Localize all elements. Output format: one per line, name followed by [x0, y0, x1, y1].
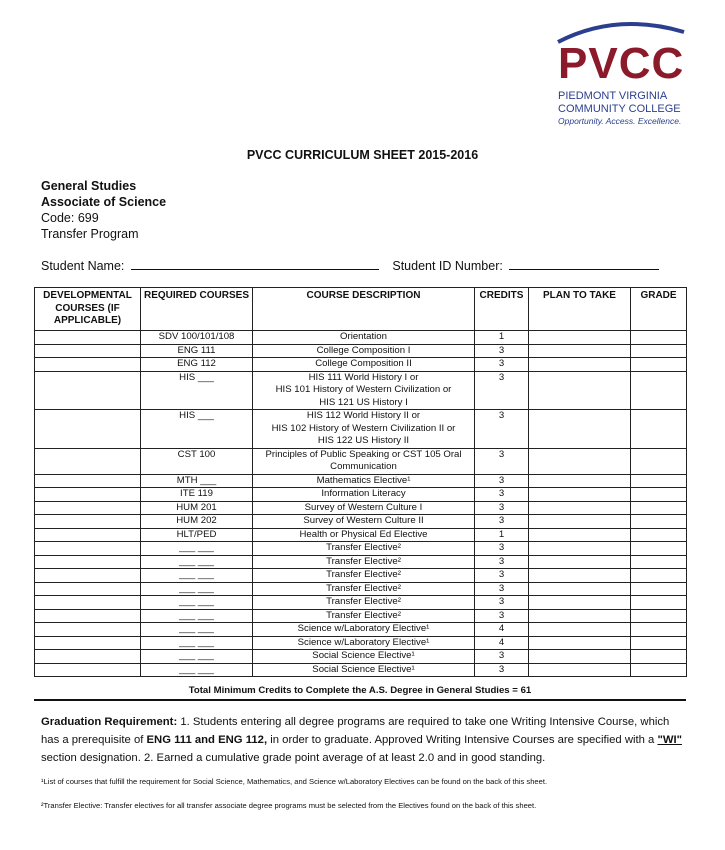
grade-cell[interactable] — [631, 596, 687, 610]
table-row — [35, 636, 687, 650]
credits-cell: 3 — [475, 474, 529, 488]
description-cell: Mathematics Elective¹ — [253, 474, 475, 488]
course-cell: HUM 201 — [141, 501, 253, 515]
credits-cell: 3 — [475, 371, 529, 410]
student-id-label: Student ID Number: — [392, 259, 503, 273]
dev-cell[interactable] — [35, 488, 141, 502]
pvcc-logo — [548, 18, 688, 128]
description-cell: Social Science Elective¹ — [253, 663, 475, 677]
course-cell: ___ ___ — [141, 609, 253, 623]
credits-cell: 3 — [475, 542, 529, 556]
header-credits: CREDITS — [475, 288, 529, 331]
total-credits: Total Minimum Credits to Complete the A.S. Degree in General Studies = 61 — [188, 685, 532, 696]
description-cell: Transfer Elective² — [253, 569, 475, 583]
program-degree: Associate of Science — [41, 195, 167, 209]
course-cell: SDV 100/101/108 — [141, 331, 253, 345]
graduation-label: Graduation Requirement: — [41, 716, 178, 728]
dev-cell[interactable] — [35, 650, 141, 664]
program-code: Code: 699 — [41, 211, 99, 225]
table-row — [35, 515, 687, 529]
curriculum-table — [34, 287, 687, 677]
credits-cell: 3 — [475, 344, 529, 358]
graduation-text-1: 1. Students entering all degree programs are required to take one Writing Intensive Course, which has a prerequisite of — [41, 716, 670, 746]
course-cell: HLT/PED — [141, 528, 253, 542]
table-row — [35, 371, 687, 410]
description-cell: Transfer Elective² — [253, 582, 475, 596]
description-cell: College Composition I — [253, 344, 475, 358]
table-row — [35, 474, 687, 488]
logo-tagline: Opportunity. Access. Excellence. — [558, 116, 682, 126]
dev-cell[interactable] — [35, 569, 141, 583]
graduation-text-3: section designation. 2. Earned a cumulative grade point average of at least 2.0 and in good standing. — [41, 752, 546, 764]
description-cell: Social Science Elective¹ — [253, 650, 475, 664]
description-cell: Science w/Laboratory Elective¹ — [253, 623, 475, 637]
course-cell: ITE 119 — [141, 488, 253, 502]
plan-cell[interactable] — [529, 488, 631, 502]
plan-cell[interactable] — [529, 410, 631, 449]
credits-cell: 3 — [475, 488, 529, 502]
table-row — [35, 542, 687, 556]
plan-cell[interactable] — [529, 663, 631, 677]
course-cell: ___ ___ — [141, 663, 253, 677]
grade-cell[interactable] — [631, 569, 687, 583]
plan-cell[interactable] — [529, 636, 631, 650]
plan-cell[interactable] — [529, 371, 631, 410]
plan-cell[interactable] — [529, 331, 631, 345]
grade-cell[interactable] — [631, 555, 687, 569]
table-row — [35, 501, 687, 515]
dev-cell[interactable] — [35, 555, 141, 569]
table-row — [35, 609, 687, 623]
plan-cell[interactable] — [529, 515, 631, 529]
dev-cell[interactable] — [35, 344, 141, 358]
credits-cell: 4 — [475, 636, 529, 650]
grade-cell[interactable] — [631, 609, 687, 623]
student-id-field[interactable] — [509, 258, 659, 270]
dev-cell[interactable] — [35, 474, 141, 488]
grade-cell[interactable] — [631, 582, 687, 596]
plan-cell[interactable] — [529, 448, 631, 474]
header-required: REQUIRED COURSES — [141, 288, 253, 331]
course-cell: ___ ___ — [141, 555, 253, 569]
description-cell: HIS 111 World History I or HIS 101 History of Western Civilization or HIS 121 US History I — [253, 371, 475, 410]
credits-cell: 3 — [475, 501, 529, 515]
credits-cell: 3 — [475, 569, 529, 583]
grade-cell[interactable] — [631, 663, 687, 677]
course-cell: ___ ___ — [141, 596, 253, 610]
description-cell: Science w/Laboratory Elective¹ — [253, 636, 475, 650]
dev-cell[interactable] — [35, 515, 141, 529]
table-row — [35, 528, 687, 542]
grade-cell[interactable] — [631, 650, 687, 664]
table-header-row — [35, 288, 687, 331]
logo-wordmark: PVCC — [558, 39, 685, 88]
credits-cell: 3 — [475, 582, 529, 596]
grade-cell[interactable] — [631, 528, 687, 542]
grade-cell[interactable] — [631, 371, 687, 410]
plan-cell[interactable] — [529, 650, 631, 664]
description-cell: Orientation — [253, 331, 475, 345]
student-fields — [41, 258, 659, 273]
grade-cell[interactable] — [631, 448, 687, 474]
grade-cell[interactable] — [631, 501, 687, 515]
logo-college-name — [558, 90, 681, 116]
header-grade: GRADE — [631, 288, 687, 331]
dev-cell[interactable] — [35, 501, 141, 515]
student-name-field[interactable] — [131, 258, 379, 270]
credits-cell: 3 — [475, 515, 529, 529]
plan-cell[interactable] — [529, 501, 631, 515]
grade-cell[interactable] — [631, 410, 687, 449]
plan-cell[interactable] — [529, 542, 631, 556]
plan-cell[interactable] — [529, 569, 631, 583]
course-cell: HIS ___ — [141, 371, 253, 410]
dev-cell[interactable] — [35, 448, 141, 474]
plan-cell[interactable] — [529, 596, 631, 610]
logo-line-2: COMMUNITY COLLEGE — [558, 103, 681, 115]
dev-cell[interactable] — [35, 623, 141, 637]
description-cell: Transfer Elective² — [253, 596, 475, 610]
credits-cell: 3 — [475, 650, 529, 664]
credits-cell: 3 — [475, 609, 529, 623]
program-info — [41, 178, 166, 242]
description-cell: Survey of Western Culture II — [253, 515, 475, 529]
dev-cell[interactable] — [35, 410, 141, 449]
plan-cell[interactable] — [529, 528, 631, 542]
credits-cell: 3 — [475, 663, 529, 677]
graduation-text-2: in order to graduate. Approved Writing Intensive Courses are specified with a — [267, 734, 658, 746]
description-cell: College Composition II — [253, 358, 475, 372]
graduation-prereq: ENG 111 and ENG 112, — [146, 734, 268, 746]
table-row — [35, 488, 687, 502]
grade-cell[interactable] — [631, 542, 687, 556]
description-cell: Information Literacy — [253, 488, 475, 502]
dev-cell[interactable] — [35, 582, 141, 596]
description-cell: Transfer Elective² — [253, 555, 475, 569]
course-cell: ___ ___ — [141, 542, 253, 556]
header-plan: PLAN TO TAKE — [529, 288, 631, 331]
description-cell: Principles of Public Speaking or CST 105 Oral Communication — [253, 448, 475, 474]
plan-cell[interactable] — [529, 623, 631, 637]
plan-cell[interactable] — [529, 555, 631, 569]
description-cell: Health or Physical Ed Elective — [253, 528, 475, 542]
credits-cell: 3 — [475, 448, 529, 474]
dev-cell[interactable] — [35, 331, 141, 345]
table-row — [35, 358, 687, 372]
table-row — [35, 596, 687, 610]
footnote-2: ²Transfer Elective: Transfer electives for all transfer associate degree programs must be selected from the Electives found on the back of this sheet. — [41, 801, 537, 810]
course-cell: HIS ___ — [141, 410, 253, 449]
grade-cell[interactable] — [631, 515, 687, 529]
table-row — [35, 582, 687, 596]
table-row — [35, 331, 687, 345]
credits-cell: 4 — [475, 623, 529, 637]
table-row — [35, 448, 687, 474]
credits-cell: 3 — [475, 410, 529, 449]
header-developmental: DEVELOPMENTAL COURSES (IF APPLICABLE) — [35, 288, 141, 331]
grade-cell[interactable] — [631, 344, 687, 358]
graduation-requirement — [41, 713, 686, 767]
course-cell: ___ ___ — [141, 650, 253, 664]
description-cell: HIS 112 World History II or HIS 102 History of Western Civilization II or HIS 122 US History II — [253, 410, 475, 449]
plan-cell[interactable] — [529, 474, 631, 488]
plan-cell[interactable] — [529, 582, 631, 596]
course-cell: ___ ___ — [141, 582, 253, 596]
course-cell: ___ ___ — [141, 623, 253, 637]
grade-cell[interactable] — [631, 636, 687, 650]
grade-cell[interactable] — [631, 623, 687, 637]
course-cell: MTH ___ — [141, 474, 253, 488]
program-type: Transfer Program — [41, 227, 139, 241]
course-cell: CST 100 — [141, 448, 253, 474]
grade-cell[interactable] — [631, 474, 687, 488]
table-row — [35, 623, 687, 637]
dev-cell[interactable] — [35, 358, 141, 372]
credits-cell: 3 — [475, 596, 529, 610]
grade-cell[interactable] — [631, 488, 687, 502]
dev-cell[interactable] — [35, 663, 141, 677]
description-cell: Transfer Elective² — [253, 542, 475, 556]
page-title: PVCC CURRICULUM SHEET 2015-2016 — [246, 148, 479, 162]
plan-cell[interactable] — [529, 609, 631, 623]
description-cell: Survey of Western Culture I — [253, 501, 475, 515]
table-row — [35, 663, 687, 677]
plan-cell[interactable] — [529, 344, 631, 358]
table-row — [35, 410, 687, 449]
program-area: General Studies — [41, 179, 137, 193]
dev-cell[interactable] — [35, 542, 141, 556]
dev-cell[interactable] — [35, 528, 141, 542]
course-cell: ENG 111 — [141, 344, 253, 358]
credits-cell: 1 — [475, 331, 529, 345]
grade-cell[interactable] — [631, 331, 687, 345]
logo-line-1: PIEDMONT VIRGINIA — [558, 90, 668, 102]
table-row — [35, 569, 687, 583]
course-cell: ___ ___ — [141, 569, 253, 583]
table-row — [35, 344, 687, 358]
dev-cell[interactable] — [35, 609, 141, 623]
course-cell: ENG 112 — [141, 358, 253, 372]
credits-cell: 3 — [475, 358, 529, 372]
dev-cell[interactable] — [35, 636, 141, 650]
table-row — [35, 650, 687, 664]
footnote-1: ¹List of courses that fulfill the requirement for Social Science, Mathematics, and Science w/Laboratory Electives can be found on the back of this sheet. — [41, 777, 548, 786]
graduation-wi: "WI" — [657, 734, 682, 746]
divider — [34, 699, 686, 701]
table-row — [35, 555, 687, 569]
grade-cell[interactable] — [631, 358, 687, 372]
header-description: COURSE DESCRIPTION — [253, 288, 475, 331]
dev-cell[interactable] — [35, 596, 141, 610]
plan-cell[interactable] — [529, 358, 631, 372]
course-cell: ___ ___ — [141, 636, 253, 650]
description-cell: Transfer Elective² — [253, 609, 475, 623]
student-name-label: Student Name: — [41, 259, 125, 273]
credits-cell: 3 — [475, 555, 529, 569]
course-cell: HUM 202 — [141, 515, 253, 529]
credits-cell: 1 — [475, 528, 529, 542]
dev-cell[interactable] — [35, 371, 141, 410]
